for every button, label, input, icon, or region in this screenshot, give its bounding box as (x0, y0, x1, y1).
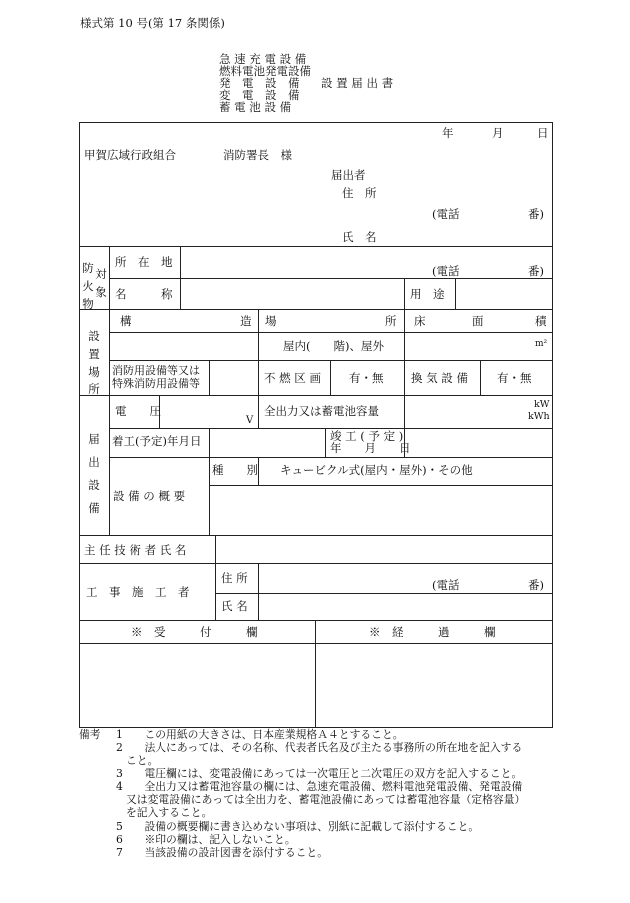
notifier-phone-close: 番) (528, 207, 544, 221)
ventilation-yes-no: 有・無 (497, 371, 532, 385)
contractor-name-label: 氏 名 (221, 599, 248, 613)
title-equipment-2: 燃料電池発電設備 (219, 64, 311, 78)
notifier-phone-open: (電話 (432, 207, 460, 221)
date-day: 日 (537, 126, 549, 140)
target-phone-open: (電話 (432, 264, 460, 278)
form-number: 様式第 10 号(第 17 条関係) (80, 16, 225, 30)
contractor-label: 工 事 施 工 者 (86, 585, 190, 599)
floor-area-label: 床 (414, 314, 426, 328)
contractor-phone-close: 番) (528, 578, 544, 592)
note-item-2: 2 法人にあっては、その名称、代表者氏名及び主たる事務所の所在地を記入する (116, 741, 523, 754)
start-date-label: 着工(予定)年月日 (112, 434, 202, 448)
type-label: 種 別 (212, 463, 258, 477)
fire-facility-label-2: 特殊消防用設備等 (112, 377, 200, 390)
title-suffix: 設 置 届 出 書 (321, 76, 394, 90)
place-label: 場 (265, 314, 277, 328)
date-month: 月 (492, 126, 504, 140)
note-item-6: 6 ※印の欄は、記入しないこと。 (116, 833, 296, 846)
voltage-label: 電 圧 (115, 404, 161, 418)
floor-area-label-3: 積 (535, 314, 547, 328)
location-label: 所 在 地 (115, 255, 173, 269)
completion-label-2: 年 月 日 (330, 441, 411, 455)
structure-label: 構 (120, 314, 132, 328)
reception-label: ※ 受 付 欄 (131, 625, 258, 639)
output-label: 全出力又は蓄電池容量 (264, 404, 379, 418)
note-item-4: 4 全出力又は蓄電池容量の欄には、急速充電設備、燃料電池発電設備、発電設備 (116, 780, 523, 793)
unit-m2: m² (535, 339, 548, 349)
unit-kwh: kWh (528, 411, 550, 422)
note-item-5: 5 設備の概要欄に書き込めない事項は、別紙に記載して添付すること。 (116, 820, 480, 833)
floor-area-label-2: 面 (472, 314, 484, 328)
volt-unit: V (246, 415, 254, 426)
date-year: 年 (442, 126, 454, 140)
progress-label: ※ 経 過 欄 (369, 625, 496, 639)
place-label-2: 所 (385, 314, 397, 328)
note-item-4-cont-2: を記入すること。 (126, 806, 213, 819)
unit-kw: kW (534, 399, 550, 410)
notes-heading: 備考 (79, 728, 101, 741)
target-name-label: 名 称 (115, 287, 173, 301)
contractor-phone-open: (電話 (432, 578, 460, 592)
indoor-outdoor: 屋内( 階)、屋外 (283, 339, 384, 353)
structure-label-2: 造 (240, 314, 252, 328)
title-equipment-5: 蓄 電 池 設 備 (219, 100, 292, 114)
target-heading-left: 防火物 (82, 261, 94, 311)
note-item-3: 3 電圧欄には、変電設備にあっては一次電圧と二次電圧の双方を記入すること。 (116, 767, 523, 780)
equipment-heading: 届出設備 (88, 432, 100, 515)
chief-engineer-label: 主 任 技 術 者 氏 名 (84, 543, 187, 557)
title-equipment-4: 変 電 設 備 (219, 88, 300, 102)
notifier-label: 届出者 (331, 168, 366, 182)
note-item-2-cont: こと。 (126, 754, 159, 767)
use-label: 用 途 (410, 287, 445, 301)
note-item-4-cont-1: 又は変電設備にあっては全出力を、蓄電池設備にあっては蓄電池容量（定格容量） (126, 793, 526, 806)
notifier-address-label: 住 所 (342, 186, 377, 200)
fire-chief: 消防署長 様 (223, 148, 292, 162)
note-item-1: 1 この用紙の大きさは、日本産業規格Ａ４とすること。 (116, 728, 404, 741)
fireproof-yes-no: 有・無 (349, 371, 384, 385)
title-equipment-1: 急 速 充 電 設 備 (219, 52, 307, 66)
ventilation-label: 換 気 設 備 (411, 371, 468, 385)
addressee: 甲賀広域行政組合 (84, 148, 176, 162)
fire-facility-label-1: 消防用設備等又は (112, 364, 200, 377)
fireproof-label: 不 燃 区 画 (264, 371, 321, 385)
install-heading: 設置場所 (88, 329, 100, 397)
target-phone-close: 番) (528, 264, 544, 278)
overview-label: 設 備 の 概 要 (113, 489, 186, 503)
completion-label-1: 竣 工 ( 予 定 ) (330, 429, 404, 443)
type-value: キュービクル式(屋内・屋外)・その他 (280, 463, 473, 477)
note-item-7: 7 当該設備の設計図書を添付すること。 (116, 846, 329, 859)
title-equipment-3: 発 電 設 備 (219, 76, 300, 90)
target-heading-right: 対象 (95, 267, 107, 299)
contractor-address-label: 住 所 (221, 571, 248, 585)
notifier-name-label: 氏 名 (342, 230, 377, 244)
